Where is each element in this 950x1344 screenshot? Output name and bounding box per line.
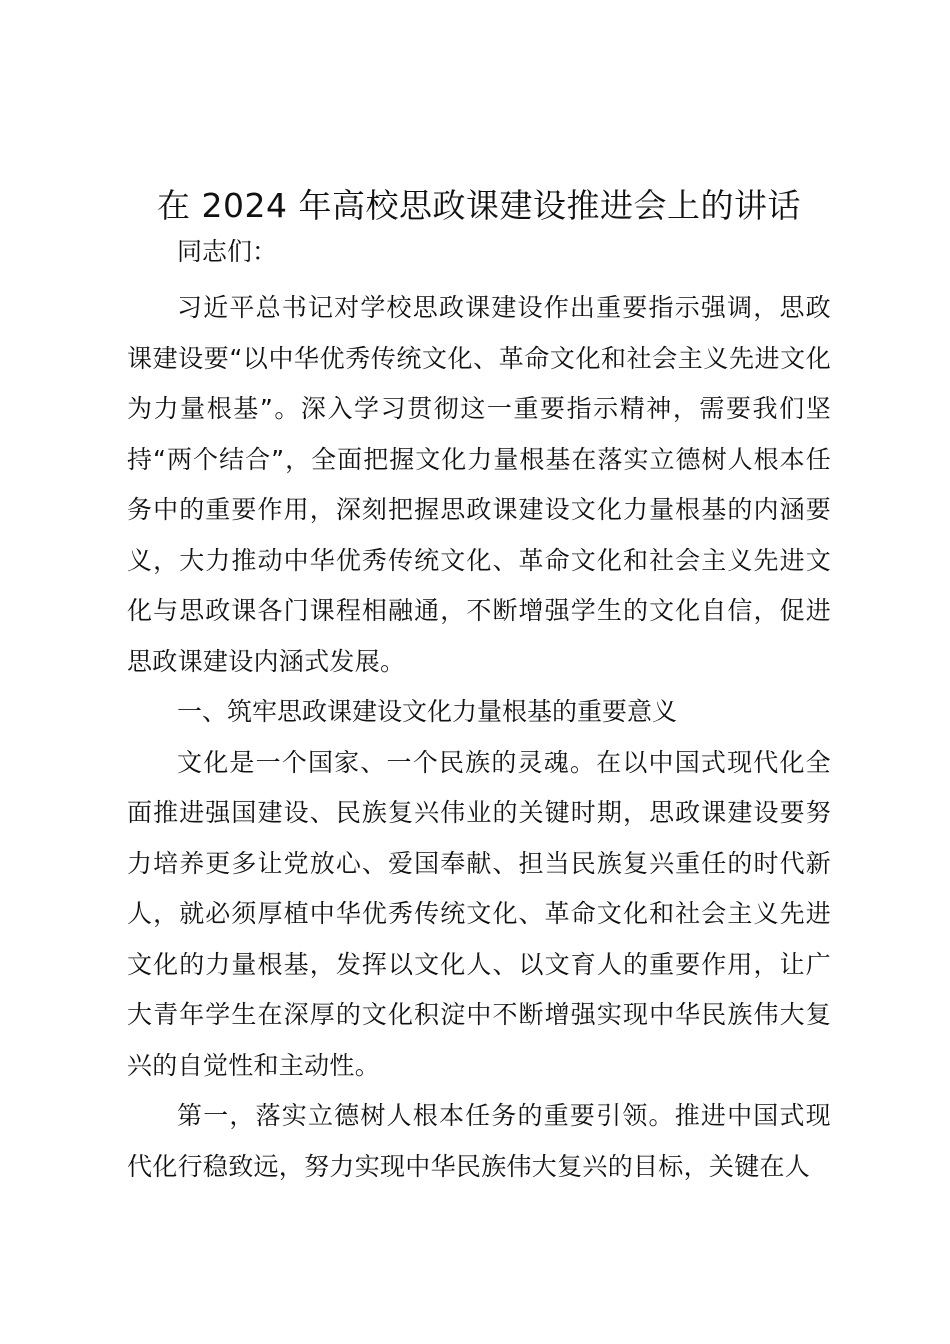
paragraph-first-point: 第一，落实立德树人根本任务的重要引领。推进中国式现代化行稳致远，努力实现中华民族伟大复兴的目标，关键在人 [127,1101,831,1181]
paragraph-culture: 文化是一个国家、一个民族的灵魂。在以中国式现代化全面推进强国建设、民族复兴伟业的关键时期，思政课建设要努力培养更多让党放心、爱国奉献、担当民族复兴重任的时代新人，就必须厚植中华优秀传统文化、革命文化和社会主义先进文化的力量根基，发挥以文化人、以文育人的重要作用，让广大青年学生在深厚的文化积淀中不断增强实现中华民族伟大复兴的自觉性和主动性。 [127,747,831,1080]
document-title: 在 2024 年高校思政课建设推进会上的讲话 [157,186,801,225]
section-heading-1: 一、筑牢思政课建设文化力量根基的重要意义 [177,697,678,726]
paragraph-intro: 习近平总书记对学校思政课建设作出重要指示强调，思政课建设要“以中华优秀传统文化、革命文化和社会主义先进文化为力量根基”。深入学习贯彻这一重要指示精神，需要我们坚持“两个结合”，全面把握文化力量根基在落实立德树人根本任务中的重要作用，深刻把握思政课建设文化力量根基的内涵要义，大力推动中华优秀传统文化、革命文化和社会主义先进文化与思政课各门课程相融通，不断增强学生的文化自信，促进思政课建设内涵式发展。 [127,293,831,676]
document-body [127,182,831,1192]
salutation: 同志们： [177,237,278,266]
